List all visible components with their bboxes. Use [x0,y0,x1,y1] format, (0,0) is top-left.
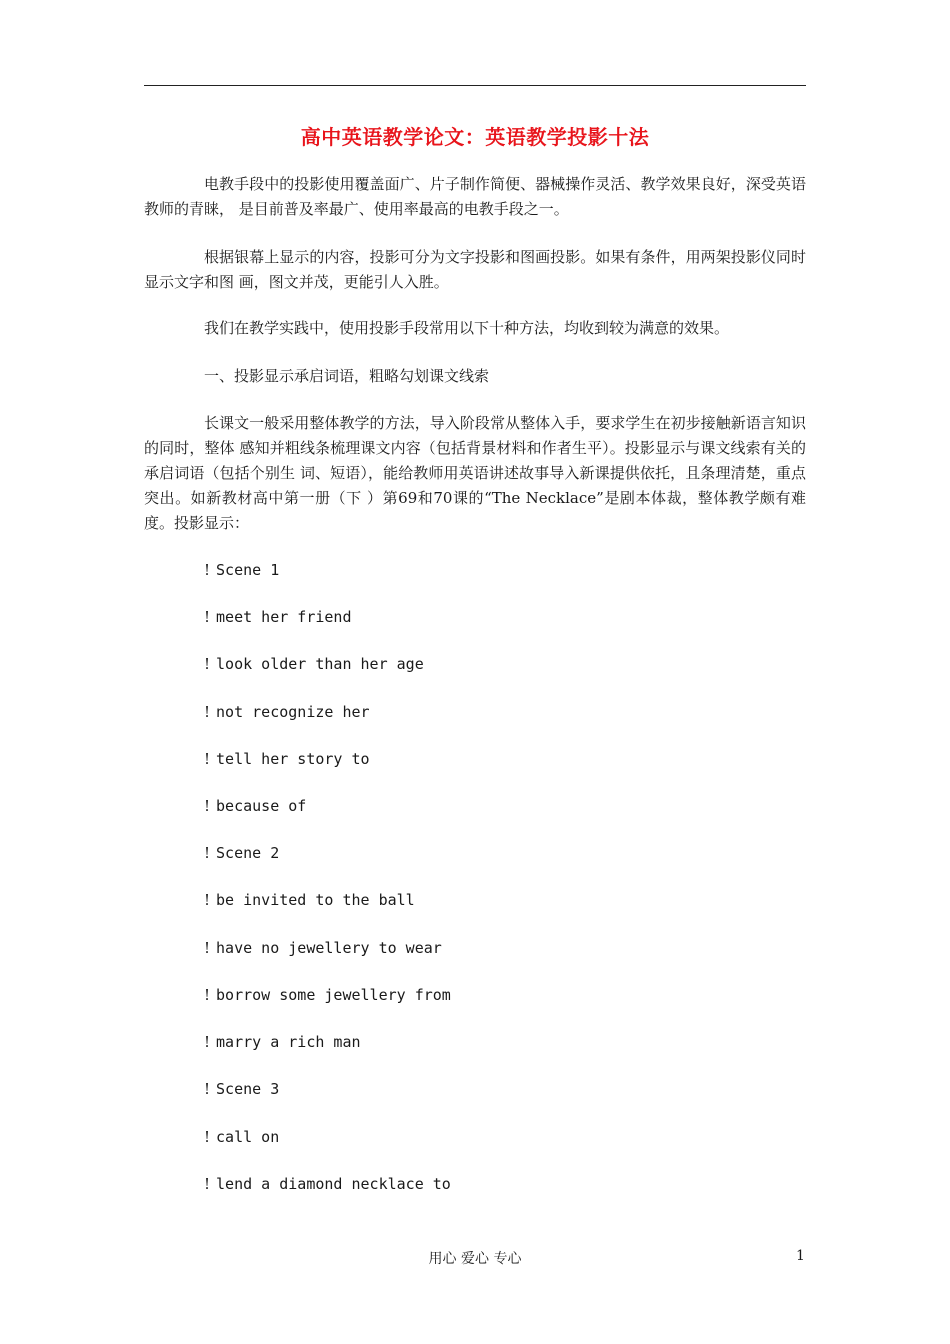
bullet-mark: ! [204,797,211,815]
bullet-mark: ! [204,655,211,673]
paragraph-intro: 电教手段中的投影使用覆盖面广、片子制作简便、器械操作灵活、教学效果良好，深受英语教师的青睐， 是目前普及率最广、使用率最高的电教手段之一。 [144,175,806,218]
bullet-mark: ! [204,608,211,626]
bullet-mark: ! [204,703,211,721]
list-item: ! have no jewellery to wear [204,939,442,957]
bullet-mark: ! [204,1175,211,1193]
section-heading-one: 一、投影显示承启词语，粗略勾划课文线索 [204,367,490,385]
list-item: ! tell her story to [204,750,370,768]
bullet-mark: ! [204,561,211,579]
list-item: ! lend a diamond necklace to [204,1175,451,1193]
bullet-mark: ! [204,750,211,768]
paragraph-long-text: 长课文一般采用整体教学的方法，导入阶段常从整体入手，要求学生在初步接触新语言知识的同时，整体 感知并粗线条梳理课文内容（包括背景材料和作者生平）。投影显示与课文线索有关的承启词语（包括个别生 词、短语），能给教师用英语讲述故事导入新课提供依托，且条理清楚，重点突出。如新教材高中第一册（下 ）第69和70课的“The Necklace”是剧本体裁，整体教学颇有难度。投影显示： [144,414,806,532]
header-rule [144,85,806,86]
list-item: ! call on [204,1128,280,1146]
bullet-mark: ! [204,1128,211,1146]
list-item: ! because of [204,797,307,815]
page-number: 1 [796,1248,805,1264]
list-item: ! Scene 2 [204,844,280,862]
list-item: ! marry a rich man [204,1033,361,1051]
bullet-mark: ! [204,939,211,957]
document-title: 高中英语教学论文：英语教学投影十法 [300,125,650,149]
list-item: ! Scene 1 [204,561,280,579]
list-item: ! meet her friend [204,608,352,626]
paragraph-methods: 我们在教学实践中，使用投影手段常用以下十种方法，均收到较为满意的效果。 [204,319,730,337]
list-item: ! not recognize her [204,703,370,721]
list-item: ! Scene 3 [204,1080,280,1098]
list-item: ! borrow some jewellery from [204,986,451,1004]
list-item: ! look older than her age [204,655,424,673]
bullet-mark: ! [204,1080,211,1098]
footer-motto: 用心 爱心 专心 [428,1251,522,1267]
bullet-mark: ! [204,844,211,862]
paragraph-types: 根据银幕上显示的内容，投影可分为文字投影和图画投影。如果有条件，用两架投影仪同时显示文字和图 画，图文并茂，更能引人入胜。 [144,248,806,291]
bullet-mark: ! [204,1033,211,1051]
bullet-mark: ! [204,891,211,909]
list-item: ! be invited to the ball [204,891,415,909]
bullet-mark: ! [204,986,211,1004]
